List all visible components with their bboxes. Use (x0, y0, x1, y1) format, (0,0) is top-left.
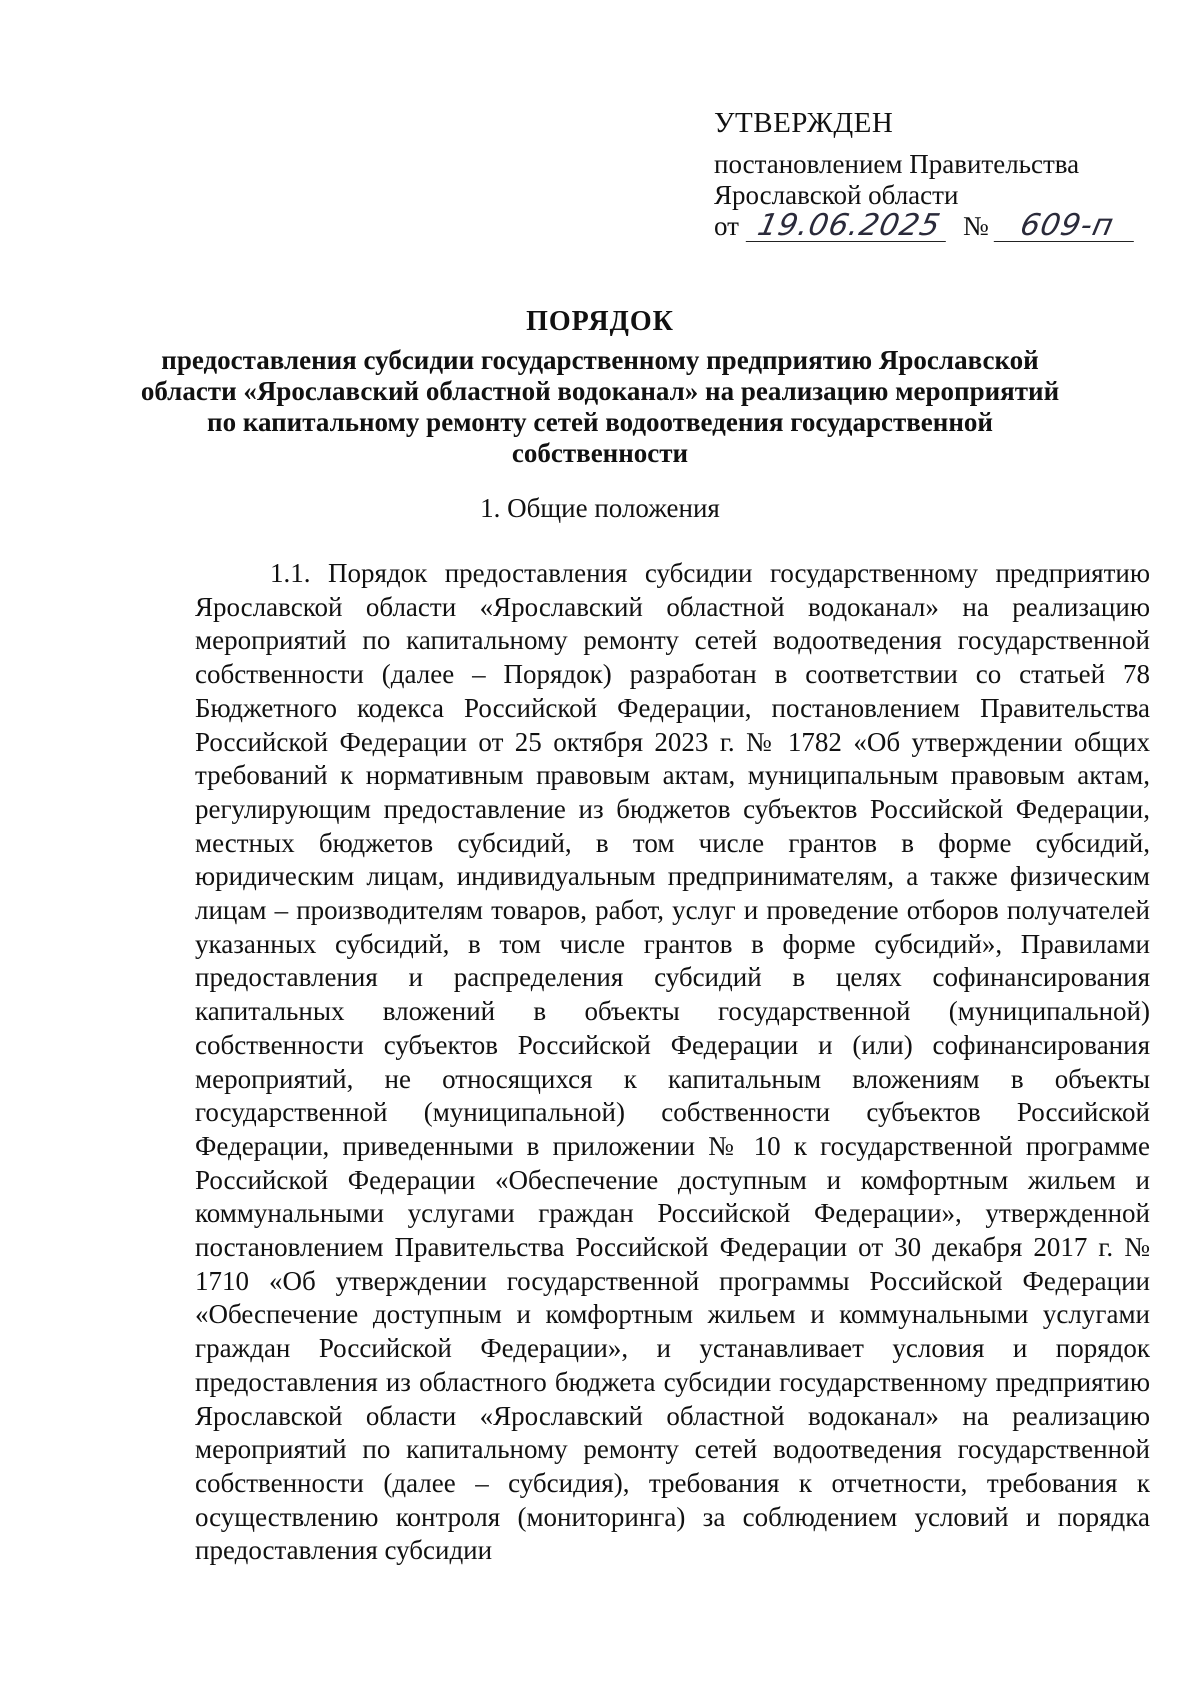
approval-line-1: постановлением Правительства (714, 149, 1080, 179)
document-title-block (0, 306, 1200, 469)
document-title: ПОРЯДОК (526, 306, 674, 337)
handwritten-date: 19.06.2025 (746, 211, 953, 242)
approval-block (714, 108, 1154, 242)
handwritten-number: 609-п (993, 211, 1140, 242)
number-sign: № (962, 211, 989, 241)
approval-line-2: Ярославской области (714, 180, 959, 210)
approval-date-number-line (714, 208, 1154, 243)
approval-title: УТВЕРЖДЕН (714, 107, 894, 139)
body-paragraph: 1.1. Порядок предоставления субсидии государственному предприятию Ярославской области «Ярославский областной водоканал» на реализацию мероприятий по капитальному ремонту сетей водоотведения государственной собственности (далее – Порядок) разработан в соответствии со статьей 78 Бюджетного кодекса Российской Федерации, постановлением Правительства Российской Федерации от 25 октября 2023 г. № 1782 «Об утверждении общих требований к нормативным правовым актам, муниципальным правовым актам, регулирующим предоставление из бюджетов субъектов Российской Федерации, местных бюджетов субсидий, в том числе грантов в форме субсидий, юридическим лицам, индивидуальным предпринимателям, а также физическим лицам – производителям товаров, работ, услуг и проведение отборов получателей указанных субсидий, в том числе грантов в форме субсидий», Правилами предоставления и распределения субсидий в целях софинансирования капитальных вложений в объекты государственной (муниципальной) собственности субъектов Российской Федерации и (или) софинансирования мероприятий, не относящихся к капитальным вложениям в объекты государственной (муниципальной) собственности субъектов Российской Федерации, приведенными в приложении № 10 к государственной программе Российской Федерации «Обеспечение доступным и комфортным жильем и коммунальными услугами граждан Российской Федерации», утвержденной постановлением Правительства Российской Федерации от 30 декабря 2017 г. № 1710 «Об утверждении государственной программы Российской Федерации «Обеспечение доступным и комфортным жильем и коммунальными услугами граждан Российской Федерации», и устанавливает условия и порядок предоставления из областного бюджета субсидии государственному предприятию Ярославской области «Ярославский областной водоканал» на реализацию мероприятий по капитальному ремонту сетей водоотведения государственной собственности (далее – субсидия), требования к отчетности, требования к осуществлению контроля (мониторинга) за соблюдением условий и порядка предоставления субсидии (195, 558, 1150, 1566)
section-heading: 1. Общие положения (480, 493, 720, 523)
document-subtitle: предоставления субсидии государственному предприятию Ярославской области «Ярославский областной водоканал» на реализацию мероприятий по капитальному ремонту сетей водоотведения государственной собственности (140, 345, 1060, 468)
date-prefix: от (714, 211, 739, 241)
